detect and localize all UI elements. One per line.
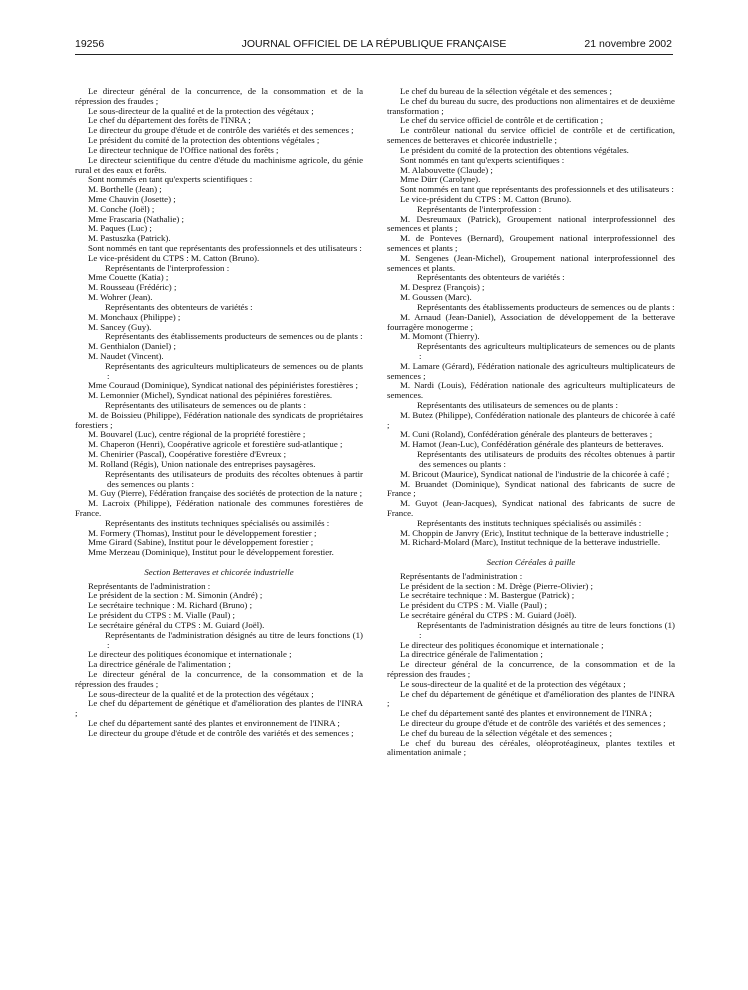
paragraph: Le sous-directeur de la qualité et de la protection des végétaux ; <box>88 688 314 699</box>
paragraph: Le secrétaire technique : M. Richard (Bruno) ; <box>88 600 253 611</box>
paragraph: M. Rolland (Régis), Union nationale des entreprises paysagères. <box>88 458 316 469</box>
paragraph: Le président du comité de la protection des obtentions végétales. <box>400 144 629 155</box>
paragraph: M. Wohrer (Jean). <box>88 292 153 303</box>
journal-title: JOURNAL OFFICIEL DE LA RÉPUBLIQUE FRANÇAISE <box>241 38 507 50</box>
paragraph: M. Genthialon (Daniel) ; <box>88 341 176 352</box>
paragraph: Le contrôleur national du service officiel de contrôle et de certification, semences de betteraves et chicorée industrielle ; <box>387 125 675 146</box>
category-heading: Représentants de l'interprofession : <box>417 203 542 214</box>
paragraph: Le président de la section : M. Drège (Pierre-Olivier) ; <box>400 580 594 591</box>
category-heading: Représentants de l'administration désignés au titre de leurs fonctions (1) : <box>417 619 675 640</box>
right-column <box>387 87 675 758</box>
paragraph: M. Conche (Joël) ; <box>88 203 155 214</box>
paragraph: M. Lamare (Gérard), Fédération nationale des agriculteurs multiplicateurs de semences ; <box>387 360 675 381</box>
left-column <box>75 87 363 739</box>
paragraph: M. Choppin de Janvry (Eric), Institut technique de la betterave industrielle ; <box>400 527 669 538</box>
paragraph: Le sous-directeur de la qualité et de la protection des végétaux ; <box>88 105 314 116</box>
paragraph: Mme Merzeau (Dominique), Institut pour le développement forestier. <box>88 547 334 558</box>
paragraph: Le chef du département santé des plantes et environnement de l'INRA ; <box>400 708 652 719</box>
paragraph: M. Bruandet (Dominique), Syndicat national des fabricants de sucre de France ; <box>387 478 675 499</box>
category-heading: Représentants des établissements producteurs de semences ou de plants : <box>105 331 363 342</box>
paragraph: Le chef du département de génétique et d'amélioration des plantes de l'INRA ; <box>387 688 675 709</box>
paragraph: Représentants de l'administration : <box>88 580 211 591</box>
paragraph: M. Naudet (Vincent). <box>88 350 164 361</box>
paragraph: Le directeur des politiques économique et internationale ; <box>88 649 292 660</box>
paragraph: M. de Boissieu (Philippe), Fédération nationale des syndicats de propriétaires forestiers ; <box>75 409 363 430</box>
paragraph: M. Hamot (Jean-Luc), Confédération générale des planteurs de betteraves. <box>400 439 664 450</box>
paragraph: Le vice-président du CTPS : M. Catton (Bruno). <box>400 193 572 204</box>
paragraph: M. de Ponteves (Bernard), Groupement national interprofessionnel des semences et plants ; <box>387 233 675 253</box>
paragraph: Sont nommés en tant que représentants des professionnels et des utilisateurs : <box>88 243 362 253</box>
paragraph: Le directeur des politiques économique et internationale ; <box>400 639 604 650</box>
paragraph: M. Nardi (Louis), Fédération nationale des agriculteurs multiplicateurs de semences. <box>387 380 675 401</box>
paragraph: Le directeur du groupe d'étude et de contrôle des variétés et des semences ; <box>400 718 666 728</box>
paragraph: Le chef du département santé des plantes et environnement de l'INRA ; <box>88 718 340 728</box>
category-heading: Représentants des obtenteurs de variétés : <box>105 301 253 312</box>
paragraph: M. Guy (Pierre), Fédération française des sociétés de protection de la nature ; <box>88 488 363 499</box>
paragraph: M. Alabouvette (Claude) ; <box>400 164 493 175</box>
paragraph: Le président du comité de la protection des obtentions végétales ; <box>88 135 320 146</box>
paragraph: M. Desprez (François) ; <box>400 282 485 293</box>
paragraph: Le directeur du groupe d'étude et de contrôle des variétés et des semences ; <box>88 727 354 738</box>
paragraph: Le président du CTPS : M. Vialle (Paul) ; <box>88 610 235 621</box>
paragraph: Le directeur technique de l'Office national des forêts ; <box>88 144 279 155</box>
paragraph: M. Rousseau (Frédéric) ; <box>88 282 177 293</box>
paragraph: Mme Couraud (Dominique), Syndicat national des pépiniéristes forestières ; <box>88 380 358 391</box>
paragraph: M. Pastuszka (Patrick). <box>88 233 171 244</box>
paragraph: M. Lacroix (Philippe), Fédération nationale des communes forestières de France. <box>75 498 363 518</box>
category-heading: Représentants des instituts techniques spécialisés ou assimilés : <box>417 517 642 528</box>
paragraph: La directrice générale de l'alimentation ; <box>400 649 543 660</box>
header-rule <box>75 54 673 55</box>
paragraph: Le président de la section : M. Simonin (André) ; <box>88 590 263 601</box>
paragraph: Le président du CTPS : M. Vialle (Paul) ; <box>400 600 547 611</box>
paragraph: Mme Frascaria (Nathalie) ; <box>88 213 185 224</box>
paragraph: Sont nommés en tant qu'experts scientifiques : <box>400 154 565 165</box>
category-heading: Représentants des utilisateurs de semences ou de plants : <box>105 400 306 410</box>
page-number: 19256 <box>75 38 105 50</box>
paragraph: Le directeur général de la concurrence, de la consommation et de la répression des fraudes ; <box>75 668 363 689</box>
paragraph: Le directeur général de la concurrence, de la consommation et de la répression des fraudes ; <box>75 86 363 106</box>
paragraph: M. Arnaud (Jean-Daniel), Association de développement de la betterave fourragère monogerme ; <box>387 311 675 332</box>
category-heading: Représentants de l'interprofession : <box>105 262 230 273</box>
category-heading: Représentants des utilisateurs de produits des récoltes obtenues à partir des semences ou plants : <box>105 468 363 489</box>
paragraph: M. Paques (Luc) ; <box>88 223 152 234</box>
paragraph: Mme Girard (Sabine), Institut pour le développement forestier ; <box>88 537 314 548</box>
paragraph: M. Momont (Thierry). <box>400 331 480 342</box>
paragraph: M. Bouvarel (Luc), centre régional de la propriété forestière ; <box>88 429 306 440</box>
paragraph: M. Desreumaux (Patrick), Groupement national interprofessionnel des semences et plants ; <box>387 213 675 234</box>
paragraph: Sont nommés en tant que représentants des professionnels et des utilisateurs : <box>400 184 674 195</box>
paragraph: M. Bricout (Maurice), Syndicat national de l'industrie de la chicorée à café ; <box>400 468 670 479</box>
paragraph: Le directeur du groupe d'étude et de contrôle des variétés et des semences ; <box>88 125 354 136</box>
paragraph: Mme Dürr (Carolyne). <box>400 174 481 185</box>
category-heading: Représentants des instituts techniques spécialisés ou assimilés : <box>105 517 330 528</box>
paragraph: Le chef du bureau de la sélection végétale et des semences ; <box>400 86 612 96</box>
page-header <box>0 38 748 52</box>
category-heading: Représentants des établissements producteurs de semences ou de plants : <box>417 301 675 312</box>
paragraph: M. Guyot (Jean-Jacques), Syndicat national des fabricants de sucre de France. <box>387 498 675 518</box>
paragraph: Mme Couette (Katia) ; <box>88 272 169 283</box>
paragraph: M. Monchaux (Philippe) ; <box>88 311 181 322</box>
paragraph: Représentants de l'administration : <box>400 570 523 581</box>
paragraph: Le directeur général de la concurrence, de la consommation et de la répression des fraudes ; <box>387 659 675 679</box>
paragraph: Le directeur scientifique du centre d'étude du machinisme agricole, du génie rural et des eaux et forêts. <box>75 154 363 175</box>
paragraph: Le secrétaire général du CTPS : M. Guiard (Joël). <box>400 610 577 621</box>
paragraph: M. Richard-Molard (Marc), Institut technique de la betterave industrielle. <box>400 537 661 548</box>
paragraph: M. Goussen (Marc). <box>400 292 472 303</box>
category-heading: Représentants de l'administration désignés au titre de leurs fonctions (1) : <box>105 629 363 650</box>
paragraph: M. Chaperon (Henri), Coopérative agricole et forestière sud-atlantique ; <box>88 439 343 450</box>
paragraph: M. Sancey (Guy). <box>88 321 152 332</box>
paragraph: Le sous-directeur de la qualité et de la protection des végétaux ; <box>400 678 626 689</box>
paragraph: Le chef du service officiel de contrôle et de certification ; <box>400 115 604 126</box>
category-heading: Représentants des agriculteurs multiplicateurs de semences ou de plants : <box>417 341 675 361</box>
paragraph: Le secrétaire technique : M. Bastergue (Patrick) ; <box>400 590 575 601</box>
category-heading: Représentants des utilisateurs de semences ou de plants : <box>417 400 618 410</box>
paragraph: Le vice-président du CTPS : M. Catton (Bruno). <box>88 252 260 263</box>
category-heading: Représentants des agriculteurs multiplicateurs de semences ou de plants : <box>105 360 363 381</box>
paragraph: Mme Chauvin (Josette) ; <box>88 193 176 204</box>
paragraph: M. Borthelle (Jean) ; <box>88 184 162 195</box>
paragraph: M. Sengenes (Jean-Michel), Groupement national interprofessionnel des semences et plants. <box>387 252 675 273</box>
category-heading: Représentants des obtenteurs de variétés : <box>417 272 565 283</box>
paragraph: M. Butez (Philippe), Confédération nationale des planteurs de chicorée à café ; <box>387 409 675 430</box>
paragraph: M. Lemonnier (Michel), Syndicat national des pépiniéres forestières. <box>88 390 333 401</box>
section-heading: Section Betteraves et chicorée industrielle <box>144 566 294 577</box>
paragraph: M. Chenirier (Pascal), Coopérative forestière d'Evreux ; <box>88 449 287 460</box>
paragraph: La directrice générale de l'alimentation ; <box>88 659 231 670</box>
paragraph: Sont nommés en tant qu'experts scientifiques : <box>88 174 253 185</box>
section-heading: Section Céréales à paille <box>486 557 576 567</box>
paragraph: M. Cuni (Roland), Confédération générale des planteurs de betteraves ; <box>400 429 653 440</box>
issue-date: 21 novembre 2002 <box>584 38 672 50</box>
paragraph: Le chef du département de génétique et d'amélioration des plantes de l'INRA ; <box>75 698 363 719</box>
paragraph: Le chef du bureau de la sélection végétale et des semences ; <box>400 727 612 738</box>
paragraph: Le secrétaire général du CTPS : M. Guiard (Joël). <box>88 619 265 630</box>
paragraph: Le chef du bureau du sucre, des productions non alimentaires et de deuxième transformation ; <box>387 95 675 116</box>
paragraph: M. Formery (Thomas), Institut pour le développement forestier ; <box>88 527 317 538</box>
paragraph: Le chef du département des forêts de l'INRA ; <box>88 115 251 126</box>
category-heading: Représentants des utilisateurs de produits des récoltes obtenues à partir des semences ou plants : <box>417 449 675 469</box>
paragraph: Le chef du bureau des céréales, oléoprotéagineux, plantes textiles et alimentation animale ; <box>387 737 675 758</box>
